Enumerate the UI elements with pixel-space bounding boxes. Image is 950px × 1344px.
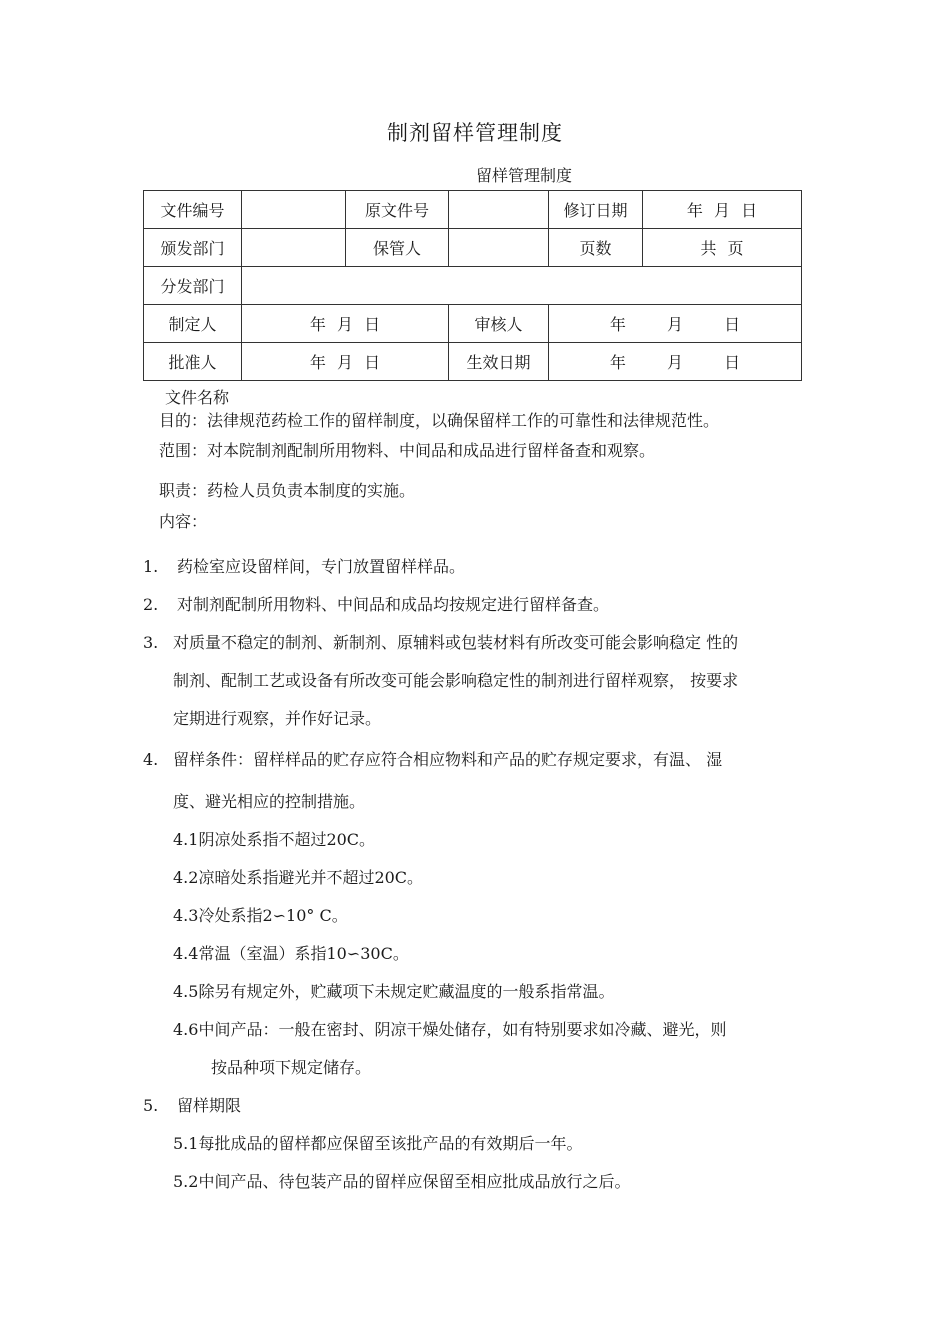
document-subtitle: 留样管理制度 bbox=[476, 166, 573, 185]
approver-date: 年 月 日 bbox=[242, 343, 449, 381]
page-count-value: 共 页 bbox=[643, 229, 802, 267]
purpose-text: 目的：法律规范药检工作的留样制度，以确保留样工作的可靠性和法律规范性。 bbox=[159, 411, 720, 430]
list-text-continued: 度、避光相应的控制措施。 bbox=[173, 792, 366, 811]
custodian-label: 保管人 bbox=[346, 229, 449, 267]
table-row bbox=[144, 305, 802, 343]
original-file-number-label: 原文件号 bbox=[346, 191, 449, 229]
document-info-table bbox=[143, 190, 802, 381]
issuing-dept-value bbox=[242, 229, 346, 267]
list-text: 药检室应设留样间，专门放置留样样品。 bbox=[177, 557, 466, 576]
file-number-label: 文件编号 bbox=[144, 191, 242, 229]
sub-item: 5.2中间产品、待包装产品的留样应保留至相应批成品放行之后。 bbox=[173, 1172, 631, 1191]
table-row bbox=[144, 343, 802, 381]
scope-text: 范围：对本院制剂配制所用物料、中间品和成品进行留样备查和观察。 bbox=[159, 441, 656, 460]
revision-date-value: 年 月 日 bbox=[643, 191, 802, 229]
revision-date-label: 修订日期 bbox=[549, 191, 643, 229]
effective-date-value: 年 月 日 bbox=[549, 343, 802, 381]
list-number: 1. bbox=[143, 557, 159, 576]
list-text: 对质量不稳定的制剂、新制剂、原辅料或包装材料有所改变可能会影响稳定 性的 bbox=[173, 633, 739, 652]
issuing-dept-label: 颁发部门 bbox=[144, 229, 242, 267]
sub-item: 4.4常温（室温）系指10∽30C。 bbox=[173, 944, 409, 963]
sub-item: 4.1阴凉处系指不超过20C。 bbox=[173, 830, 376, 849]
sub-item: 4.2凉暗处系指避光并不超过20C。 bbox=[173, 868, 424, 887]
table-row bbox=[144, 229, 802, 267]
reviewer-label: 审核人 bbox=[449, 305, 549, 343]
list-number: 4. bbox=[143, 750, 159, 769]
sub-item: 4.5除另有规定外，贮藏项下未规定贮藏温度的一般系指常温。 bbox=[173, 982, 615, 1001]
list-number: 2. bbox=[143, 595, 159, 614]
drafter-date: 年 月 日 bbox=[242, 305, 449, 343]
distribution-dept-value bbox=[242, 267, 802, 305]
file-number-value bbox=[242, 191, 346, 229]
list-text: 留样期限 bbox=[177, 1096, 242, 1115]
list-number: 5. bbox=[143, 1096, 159, 1115]
document-title: 制剂留样管理制度 bbox=[387, 121, 563, 145]
sub-item: 5.1每批成品的留样都应保留至该批产品的有效期后一年。 bbox=[173, 1134, 583, 1153]
reviewer-date: 年 月 日 bbox=[549, 305, 802, 343]
distribution-dept-label: 分发部门 bbox=[144, 267, 242, 305]
list-number: 3. bbox=[143, 633, 159, 652]
duty-text: 职责：药检人员负责本制度的实施。 bbox=[159, 481, 416, 500]
list-text-continued: 定期进行观察，并作好记录。 bbox=[173, 709, 382, 728]
list-item bbox=[143, 554, 465, 577]
effective-date-label: 生效日期 bbox=[449, 343, 549, 381]
list-item bbox=[143, 1093, 241, 1116]
file-name-label: 文件名称 bbox=[165, 388, 230, 407]
approver-label: 批准人 bbox=[144, 343, 242, 381]
sub-item: 4.3冷处系指2∽10° C。 bbox=[173, 906, 348, 925]
page-count-label: 页数 bbox=[549, 229, 643, 267]
original-file-number-value bbox=[449, 191, 549, 229]
sub-item: 4.6中间产品：一般在密封、阴凉干燥处储存，如有特别要求如冷藏、避光，则 bbox=[173, 1020, 727, 1039]
list-item bbox=[143, 747, 722, 770]
table-row bbox=[144, 191, 802, 229]
list-text-continued: 制剂、配制工艺或设备有所改变可能会影响稳定性的制剂进行留样观察， 按要求 bbox=[173, 671, 739, 690]
sub-item-continued: 按品种项下规定储存。 bbox=[211, 1058, 372, 1077]
list-item bbox=[143, 630, 738, 653]
content-heading: 内容： bbox=[159, 512, 208, 531]
table-row bbox=[144, 267, 802, 305]
list-item bbox=[143, 592, 609, 615]
drafter-label: 制定人 bbox=[144, 305, 242, 343]
list-text: 留样条件：留样样品的贮存应符合相应物料和产品的贮存规定要求，有温、 湿 bbox=[173, 750, 723, 769]
custodian-value bbox=[449, 229, 549, 267]
list-text: 对制剂配制所用物料、中间品和成品均按规定进行留样备查。 bbox=[177, 595, 610, 614]
